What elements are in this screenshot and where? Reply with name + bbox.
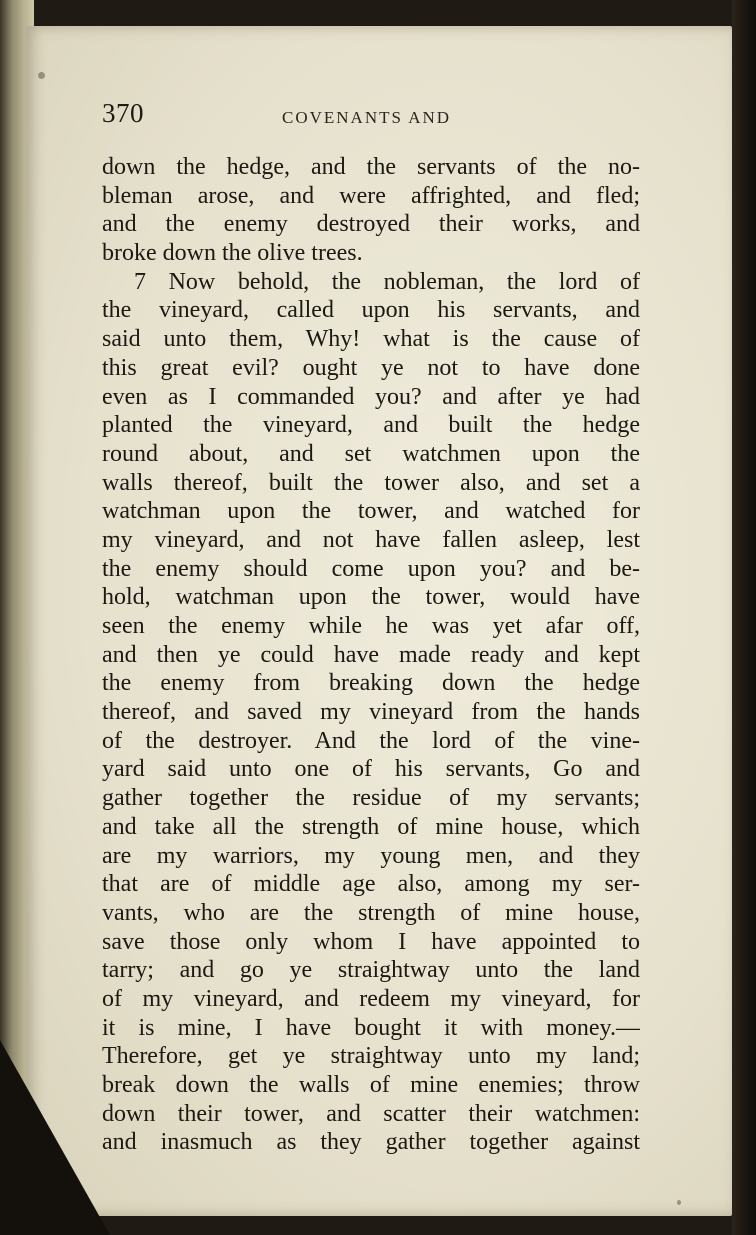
page-number: 370	[102, 98, 144, 128]
text-line: planted the vineyard, and built the hedge	[102, 412, 640, 439]
text-line: the enemy from breaking down the hedge	[102, 670, 640, 697]
text-line: Therefore, get ye straightway unto my land;	[102, 1043, 640, 1070]
text-line: are my warriors, my young men, and they	[102, 842, 640, 869]
text-line: and inasmuch as they gather together against	[102, 1129, 640, 1156]
running-head: COVENANTS AND	[282, 108, 452, 127]
text-line: save those only whom I have appointed to	[102, 928, 640, 955]
body-text	[102, 153, 640, 1157]
text-line: tarry; and go ye straightway unto the land	[102, 957, 640, 984]
text-line: thereof, and saved my vineyard from the hands	[102, 699, 640, 726]
text-line: and take all the strength of mine house, which	[102, 813, 640, 840]
text-line: it is mine, I have bought it with money.—	[102, 1014, 640, 1041]
text-line: vants, who are the strength of mine house,	[102, 899, 640, 926]
text-line: hold, watchman upon the tower, would have	[102, 584, 640, 611]
text-line: of my vineyard, and redeem my vineyard, for	[102, 985, 640, 1012]
paper-speck	[38, 72, 45, 79]
text-line: seen the enemy while he was yet afar off,	[102, 613, 640, 639]
text-line: my vineyard, and not have fallen asleep, lest	[102, 526, 640, 553]
text-line: break down the walls of mine enemies; throw	[102, 1072, 640, 1098]
book-cover-edge	[732, 0, 756, 1235]
text-line: bleman arose, and were affrighted, and fled;	[102, 182, 640, 209]
paper-speck	[677, 1200, 681, 1205]
text-line: even as I commanded you? and after ye had	[102, 383, 640, 410]
text-line: the enemy should come upon you? and be-	[102, 555, 640, 582]
text-line: said unto them, Why! what is the cause of	[102, 326, 640, 353]
text-line: and the enemy destroyed their works, and	[102, 211, 640, 238]
text-line: this great evil? ought ye not to have done	[102, 354, 640, 381]
text-line: gather together the residue of my servants;	[102, 785, 640, 812]
text-line: watchman upon the tower, and watched for	[102, 498, 640, 525]
text-line: of the destroyer. And the lord of the vine-	[102, 727, 640, 754]
page-header	[102, 98, 642, 138]
cover-corner	[0, 1040, 110, 1235]
text-line: round about, and set watchmen upon the	[102, 440, 640, 467]
text-line: that are of middle age also, among my ser-	[102, 871, 640, 898]
text-line: down the hedge, and the servants of the no-	[102, 154, 640, 180]
text-line: and then ye could have made ready and kept	[102, 641, 640, 668]
text-line: yard said unto one of his servants, Go and	[102, 756, 640, 783]
text-line: down their tower, and scatter their watchmen:	[102, 1100, 640, 1127]
text-line: walls thereof, built the tower also, and set a	[102, 469, 640, 496]
text-line: broke down the olive trees.	[102, 240, 363, 267]
text-line: the vineyard, called upon his servants, and	[102, 297, 640, 324]
text-line: 7 Now behold, the nobleman, the lord of	[134, 268, 640, 295]
